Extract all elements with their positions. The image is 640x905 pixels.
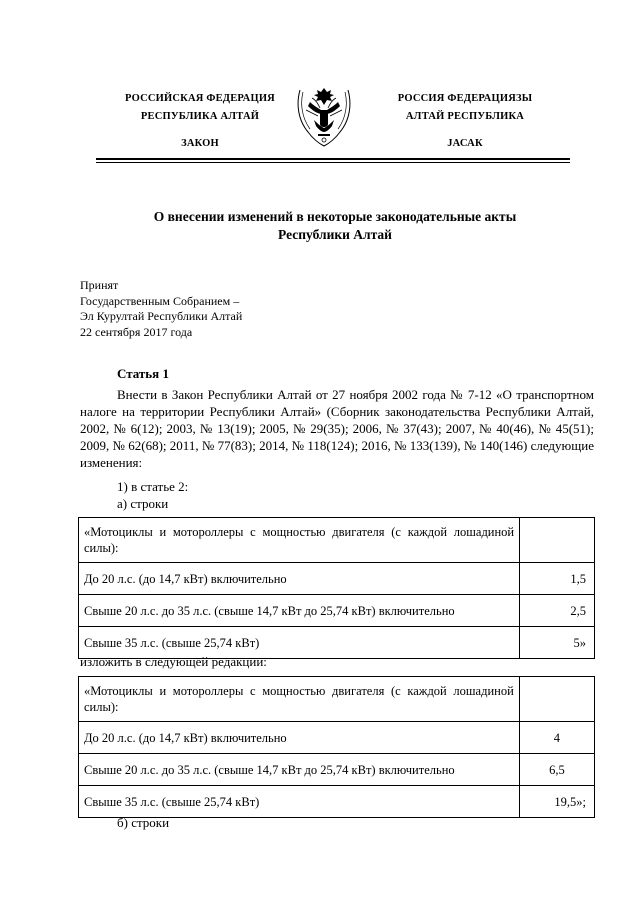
- title-line-2: Республики Алтай: [278, 227, 392, 242]
- item-b-line: б) строки: [117, 815, 170, 830]
- table-header-row: [79, 677, 595, 722]
- header-law-ru: ЗАКОН: [181, 138, 219, 149]
- row-desc: Свыше 35 л.с. (свыше 25,74 кВт): [79, 627, 520, 659]
- article-heading: Статья 1: [117, 366, 169, 381]
- title-line-1: О внесении изменений в некоторые законодательные акты: [153, 209, 517, 224]
- row-value: 4: [519, 722, 594, 754]
- row-value: 1,5: [520, 563, 595, 595]
- adopted-line: Эл Курултай Республики Алтай: [80, 309, 243, 323]
- table-row: [79, 595, 595, 627]
- header-right-block: [365, 90, 565, 153]
- header-law-alt: JАСАК: [447, 138, 483, 149]
- table-row: [79, 722, 595, 754]
- row-value: 6,5: [519, 754, 594, 786]
- header-rule-thick: [96, 158, 570, 160]
- item-1-line: 1) в статье 2:: [117, 479, 189, 494]
- header-country-alt: РОССИЯ ФЕДЕРАЦИЯЗЫ: [397, 93, 533, 104]
- header-republic-ru: РЕСПУБЛИКА АЛТАЙ: [140, 111, 260, 122]
- table-header-row: [79, 518, 595, 563]
- header-rule-thin: [96, 162, 570, 163]
- old-rates-table: [78, 517, 595, 659]
- row-desc: До 20 л.с. (до 14,7 кВт) включительно: [79, 563, 520, 595]
- restate-line: изложить в следующей редакции:: [80, 654, 267, 669]
- row-desc: Свыше 20 л.с. до 35 л.с. (свыше 14,7 кВт до 25,74 кВт) включительно: [79, 595, 520, 627]
- new-rates-table: [78, 676, 595, 818]
- row-value: 5»: [520, 627, 595, 659]
- adopted-line: Государственным Собранием –: [80, 293, 240, 308]
- adoption-block: [80, 278, 242, 340]
- table-header-value-cell: [519, 677, 594, 722]
- table-header-value-cell: [520, 518, 595, 563]
- row-desc: Свыше 35 л.с. (свыше 25,74 кВт): [79, 786, 520, 818]
- coat-of-arms-icon: [294, 80, 354, 150]
- table-row: [79, 754, 595, 786]
- table-row: [79, 786, 595, 818]
- header-republic-alt: АЛТАЙ РЕСПУБЛИКА: [405, 111, 525, 122]
- item-a-line: а) строки: [117, 496, 169, 511]
- article-paragraph: Внести в Закон Республики Алтай от 27 ноября 2002 года № 7-12 «О транспортном налоге на территории Республики Алтай» (Сборник законодательства Республики Алтай, 2002, № 6(12); 2003, № 13(19); 2005, № 29(35); 2006, № 37(43); 2007, № 40(46), № 45(51); 2009, № 62(68); 2011, № 77(83); 2014, № 118(124); 2016, № 133(139), № 140(146) следующие изменения:: [80, 387, 594, 470]
- table-header-cell: «Мотоциклы и мотороллеры с мощностью двигателя (с каждой лошадиной силы):: [79, 518, 520, 563]
- row-value: 2,5: [520, 595, 595, 627]
- table-header-cell: «Мотоциклы и мотороллеры с мощностью двигателя (с каждой лошадиной силы):: [79, 677, 520, 722]
- header-left-block: [100, 90, 300, 153]
- adopted-line: Принят: [80, 278, 119, 292]
- document-title: [80, 208, 590, 244]
- row-desc: Свыше 20 л.с. до 35 л.с. (свыше 14,7 кВт до 25,74 кВт) включительно: [79, 754, 520, 786]
- table-row: [79, 563, 595, 595]
- row-desc: До 20 л.с. (до 14,7 кВт) включительно: [79, 722, 520, 754]
- adoption-date: 22 сентября 2017 года: [80, 324, 193, 339]
- header-country-ru: РОССИЙСКАЯ ФЕДЕРАЦИЯ: [125, 93, 275, 104]
- row-value: 19,5»;: [519, 786, 594, 818]
